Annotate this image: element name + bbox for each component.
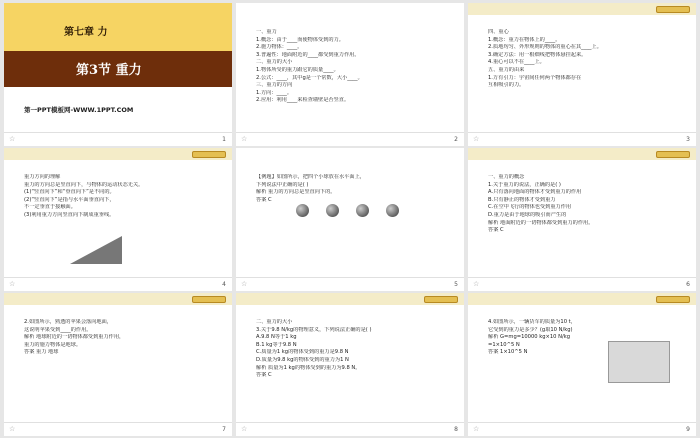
text-line: 下列说法中正确的是( ) bbox=[256, 181, 309, 188]
slide-star-icon[interactable]: ☆ bbox=[9, 425, 16, 433]
text-line: 2.质地均匀、外形规则的物体的重心在其____上。 bbox=[488, 44, 602, 51]
text-line: 解析 G=mg=10000 kg×10 N/kg bbox=[488, 334, 571, 341]
slide-tag-badge bbox=[192, 296, 226, 303]
text-line: 重力的施力物体是地球。 bbox=[24, 341, 82, 348]
text-line: (3)利用重力方向竖直向下制成重垂线。 bbox=[24, 211, 115, 218]
text-line: (1)“竖直向下”和“垂直向下”是不同的。 bbox=[24, 189, 115, 196]
text-line: 2.公式：____，其中g是一个常数，大小____。 bbox=[256, 74, 363, 81]
text-line: 这说明苹果受到____的作用。 bbox=[24, 326, 92, 333]
brand-text: 第一PPT模板网-WWW.1PPT.COM bbox=[24, 106, 134, 114]
chapter-title: 第七章 力 bbox=[64, 27, 108, 38]
text-line: 1.物体所受的重力跟它的质量____。 bbox=[256, 66, 339, 73]
text-line: 四、重心 bbox=[488, 29, 509, 35]
slide-page-number: 7 bbox=[222, 426, 226, 433]
slide-footer bbox=[4, 132, 232, 146]
ball-b bbox=[326, 204, 339, 217]
text-line: 三、重力的方向 bbox=[256, 82, 293, 89]
text-line: 3.关于9.8 N/kg的物理意义，下列说法正确的是( ) bbox=[256, 326, 372, 333]
slide-thumbnail-8[interactable] bbox=[236, 293, 464, 436]
slide-footer bbox=[4, 277, 232, 291]
text-line: B.1 kg等于9.8 N bbox=[256, 341, 297, 348]
incline-diagram bbox=[70, 236, 122, 264]
ball-c bbox=[356, 204, 369, 217]
text-line: 答案 C bbox=[256, 372, 272, 379]
slide-content bbox=[24, 174, 220, 273]
text-line: 互相吸引的力。 bbox=[488, 82, 525, 89]
text-line: 【例题】如图所示，把四个小球放在水平面上， bbox=[256, 174, 365, 180]
slide-content bbox=[24, 319, 220, 418]
text-line: 答案 重力 地球 bbox=[24, 349, 59, 356]
slide-star-icon[interactable]: ☆ bbox=[241, 425, 248, 433]
slide-content bbox=[256, 319, 452, 418]
text-line: 一、重力 bbox=[256, 29, 277, 35]
slide-thumbnail-4[interactable] bbox=[4, 148, 232, 291]
text-line: 解析 地面附近的一切物体都受到重力的作用。 bbox=[488, 219, 594, 226]
text-line: 二、重力的大小 bbox=[256, 319, 293, 325]
slide-footer bbox=[468, 277, 696, 291]
slide-thumbnail-2[interactable] bbox=[236, 3, 464, 146]
text-line: 2.如图所示，熟透的苹果会落向地面， bbox=[24, 319, 112, 325]
text-line: 重力方向的理解 bbox=[24, 174, 61, 180]
slide-thumbnail-9[interactable] bbox=[468, 293, 696, 436]
slide-tag-badge bbox=[656, 6, 690, 13]
slide-star-icon[interactable]: ☆ bbox=[9, 135, 16, 143]
text-line: A.9.8 N等于1 kg bbox=[256, 334, 297, 341]
slide-content bbox=[488, 29, 684, 128]
text-line: 重力的方向总是竖直向下，与物体的运动状态无关。 bbox=[24, 181, 144, 188]
slide-footer bbox=[468, 422, 696, 436]
text-line: 不一定垂直于接触面。 bbox=[24, 204, 76, 211]
slide-star-icon[interactable]: ☆ bbox=[241, 280, 248, 288]
text-line: 解析 重力的方向总是竖直向下的。 bbox=[256, 189, 336, 196]
ball-d bbox=[386, 204, 399, 217]
slide-tag-badge bbox=[424, 296, 458, 303]
slide-content bbox=[256, 174, 452, 273]
slide-tag-badge bbox=[656, 296, 690, 303]
slide-star-icon[interactable]: ☆ bbox=[473, 135, 480, 143]
text-line: 解析 地球附近的一切物体都受到重力作用， bbox=[24, 334, 125, 341]
slide-page-number: 4 bbox=[222, 281, 226, 288]
slide-thumbnail-5[interactable] bbox=[236, 148, 464, 291]
slide-thumbnail-3[interactable] bbox=[468, 3, 696, 146]
slide-page-number: 8 bbox=[454, 426, 458, 433]
text-line: =1×10^5 N bbox=[488, 341, 520, 348]
slide-tag-badge bbox=[656, 151, 690, 158]
slide-footer bbox=[236, 132, 464, 146]
text-line: 五、重力的由来 bbox=[488, 66, 525, 73]
slide-page-number: 3 bbox=[686, 136, 690, 143]
text-line: C.质量为1 kg的物体受到的重力是9.8 N bbox=[256, 349, 349, 356]
slide-tag-badge bbox=[192, 151, 226, 158]
text-line: 1.概念：由于____而使物体受到的力。 bbox=[256, 36, 344, 43]
slide-thumbnail-7[interactable] bbox=[4, 293, 232, 436]
text-line: 4.重心可以不在____上。 bbox=[488, 59, 545, 66]
text-line: 3.确定方法：用一根细线把物体悬挂起来。 bbox=[488, 51, 587, 58]
slide-footer bbox=[236, 422, 464, 436]
slide-footer bbox=[236, 277, 464, 291]
section-title: 第3节 重力 bbox=[76, 63, 142, 78]
text-line: 答案 C bbox=[488, 227, 504, 234]
text-line: B.只有静止的物体才受到重力 bbox=[488, 196, 556, 203]
text-line: 答案 1×10^5 N bbox=[488, 349, 528, 356]
text-line: C.在空中飞行的物体也受到重力作用 bbox=[488, 204, 572, 211]
text-line: D.重力是由于地球的吸引而产生的 bbox=[488, 211, 567, 218]
slide-star-icon[interactable]: ☆ bbox=[473, 425, 480, 433]
slide-page-number: 1 bbox=[222, 136, 226, 143]
text-line: 解析 质量为1 kg的物体受到的重力为9.8 N。 bbox=[256, 364, 361, 371]
ball-a bbox=[296, 204, 309, 217]
text-line: 二、重力的大小 bbox=[256, 59, 293, 66]
text-line: 1.方向：____。 bbox=[256, 89, 293, 96]
slide-content bbox=[256, 29, 452, 128]
text-line: A.只有落向地面的物体才受到重力的作用 bbox=[488, 189, 582, 196]
slide-page-number: 9 bbox=[686, 426, 690, 433]
slide-page-number: 2 bbox=[454, 136, 458, 143]
slide-star-icon[interactable]: ☆ bbox=[473, 280, 480, 288]
slide-star-icon[interactable]: ☆ bbox=[9, 280, 16, 288]
text-line: (2)“竖直向下”是指与水平面垂直向下， bbox=[24, 196, 115, 203]
incline-shape bbox=[70, 236, 122, 264]
slide-thumbnail-6[interactable] bbox=[468, 148, 696, 291]
slide-page-number: 5 bbox=[454, 281, 458, 288]
slide-footer bbox=[4, 422, 232, 436]
slide-content bbox=[488, 174, 684, 273]
text-line: 2.应用：利用____来检查墙壁是否竖直。 bbox=[256, 97, 350, 104]
text-line: 4.如图所示，一辆货车的质量为10 t， bbox=[488, 319, 576, 325]
truck-illustration bbox=[608, 341, 670, 383]
text-line: 一、重力的概念 bbox=[488, 174, 525, 180]
text-line: 1.概念：重力在物体上的____。 bbox=[488, 36, 561, 43]
text-line: 1.万有引力：宇宙间任何两个物体都存在 bbox=[488, 74, 582, 81]
slide-star-icon[interactable]: ☆ bbox=[241, 135, 248, 143]
slide-thumbnail-1[interactable] bbox=[4, 3, 232, 146]
text-line: 1.关于重力的说法，正确的是( ) bbox=[488, 181, 561, 188]
text-line: 答案 C bbox=[256, 196, 272, 203]
slide-footer bbox=[468, 132, 696, 146]
text-line: 2.施力物体：____。 bbox=[256, 44, 303, 51]
text-line: 3.普遍性：地面附近的____都受到重力作用。 bbox=[256, 51, 360, 58]
text-line: 它受到的重力是多少？(g取10 N/kg) bbox=[488, 326, 573, 333]
slide-page-number: 6 bbox=[686, 281, 690, 288]
text-line: D.质量为9.8 kg的物体受到的重力为1 N bbox=[256, 356, 349, 363]
